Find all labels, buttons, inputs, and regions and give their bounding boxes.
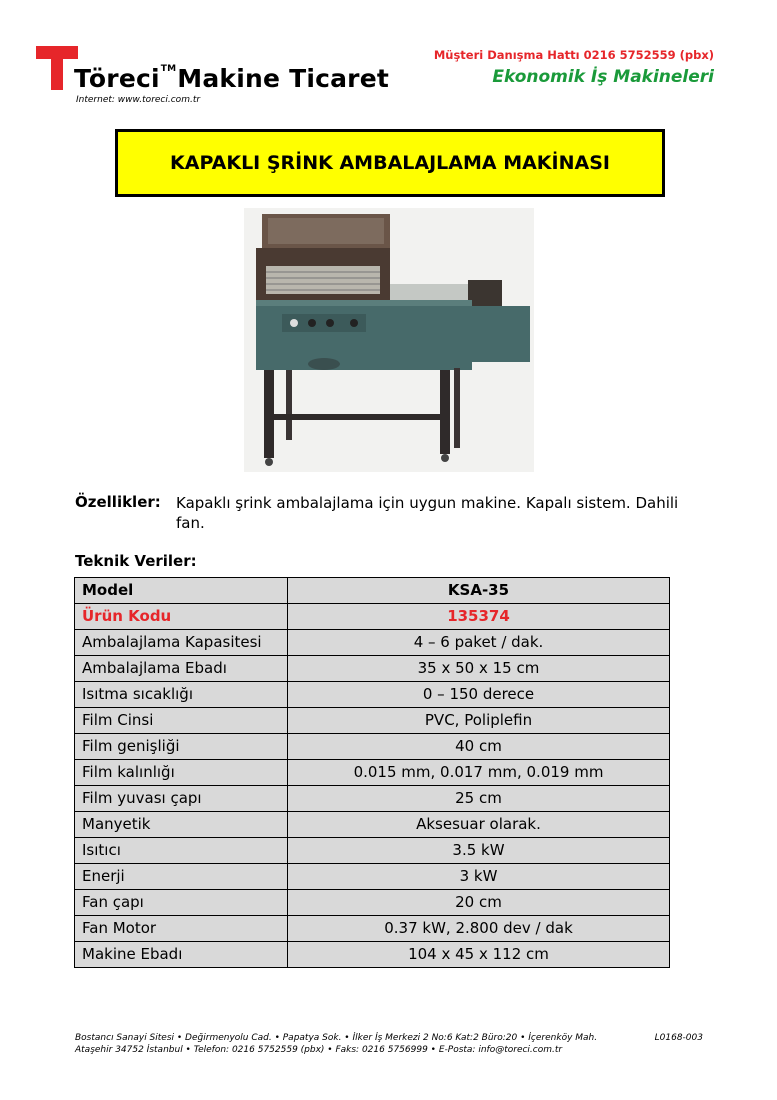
brand-name — [74, 64, 389, 93]
slogan: Ekonomik İş Makineleri — [492, 67, 714, 87]
spec-value: 35 x 50 x 15 cm — [288, 656, 670, 682]
table-row — [75, 786, 670, 812]
table-row — [75, 604, 670, 630]
spec-key: Isıtma sıcaklığı — [75, 682, 288, 708]
table-row — [75, 656, 670, 682]
website-link[interactable]: Internet: www.toreci.com.tr — [76, 95, 201, 105]
page-title: KAPAKLI ŞRİNK AMBALAJLAMA MAKİNASI — [115, 129, 665, 197]
spec-key: Film genişliği — [75, 734, 288, 760]
product-photo — [244, 208, 534, 472]
spec-key: Film kalınlığı — [75, 760, 288, 786]
table-row — [75, 708, 670, 734]
technical-data-label: Teknik Veriler: — [75, 552, 197, 570]
spec-key: Fan Motor — [75, 916, 288, 942]
table-row — [75, 734, 670, 760]
spec-value: 0.015 mm, 0.017 mm, 0.019 mm — [288, 760, 670, 786]
spec-key: Ambalajlama Ebadı — [75, 656, 288, 682]
spec-value: 20 cm — [288, 890, 670, 916]
table-row — [75, 864, 670, 890]
spec-value: 4 – 6 paket / dak. — [288, 630, 670, 656]
spec-key: Makine Ebadı — [75, 942, 288, 968]
toreci-logo-icon — [36, 46, 78, 90]
footer — [75, 1032, 715, 1056]
footer-contact-line: Ataşehir 34752 İstanbul • Telefon: 0216 5752559 (pbx) • Faks: 0216 5756999 • E-Posta: info@toreci.com.tr — [75, 1045, 563, 1055]
spec-value: 104 x 45 x 112 cm — [288, 942, 670, 968]
spec-value: 0.37 kW, 2.800 dev / dak — [288, 916, 670, 942]
spec-key: Film yuvası çapı — [75, 786, 288, 812]
spec-value: 0 – 150 derece — [288, 682, 670, 708]
spec-key: Enerji — [75, 864, 288, 890]
customer-hotline: Müşteri Danışma Hattı 0216 5752559 (pbx) — [433, 48, 714, 62]
table-row — [75, 630, 670, 656]
spec-table — [74, 577, 670, 968]
spec-key: Film Cinsi — [75, 708, 288, 734]
brand-rest: Makine Ticaret — [177, 64, 390, 93]
features-text: Kapaklı şrink ambalajlama için uygun makine. Kapalı sistem. Dahili fan. — [176, 494, 679, 532]
spec-value: PVC, Poliplefin — [288, 708, 670, 734]
table-row — [75, 682, 670, 708]
features-label: Özellikler: — [75, 493, 161, 511]
table-row — [75, 760, 670, 786]
table-row — [75, 916, 670, 942]
spec-value: KSA-35 — [288, 578, 670, 604]
trademark-mark: TM — [160, 64, 177, 74]
table-row — [75, 838, 670, 864]
spec-value: 135374 — [288, 604, 670, 630]
spec-key: Manyetik — [75, 812, 288, 838]
brand-first: Töreci — [74, 64, 160, 93]
spec-key: Ürün Kodu — [75, 604, 288, 630]
spec-key: Isıtıcı — [75, 838, 288, 864]
spec-value: Aksesuar olarak. — [288, 812, 670, 838]
table-row — [75, 942, 670, 968]
table-row — [75, 890, 670, 916]
footer-address-line: Bostancı Sanayi Sitesi • Değirmenyolu Cad. • Papatya Sok. • İlker İş Merkezi 2 No:6 Kat:2 Büro:20 • İçerenköy Mah. — [75, 1033, 598, 1043]
spec-value: 25 cm — [288, 786, 670, 812]
table-row — [75, 578, 670, 604]
spec-key: Model — [75, 578, 288, 604]
table-row — [75, 812, 670, 838]
document-code: L0168-003 — [654, 1033, 703, 1043]
spec-value: 3 kW — [288, 864, 670, 890]
spec-value: 3.5 kW — [288, 838, 670, 864]
spec-key: Ambalajlama Kapasitesi — [75, 630, 288, 656]
spec-key: Fan çapı — [75, 890, 288, 916]
spec-value: 40 cm — [288, 734, 670, 760]
